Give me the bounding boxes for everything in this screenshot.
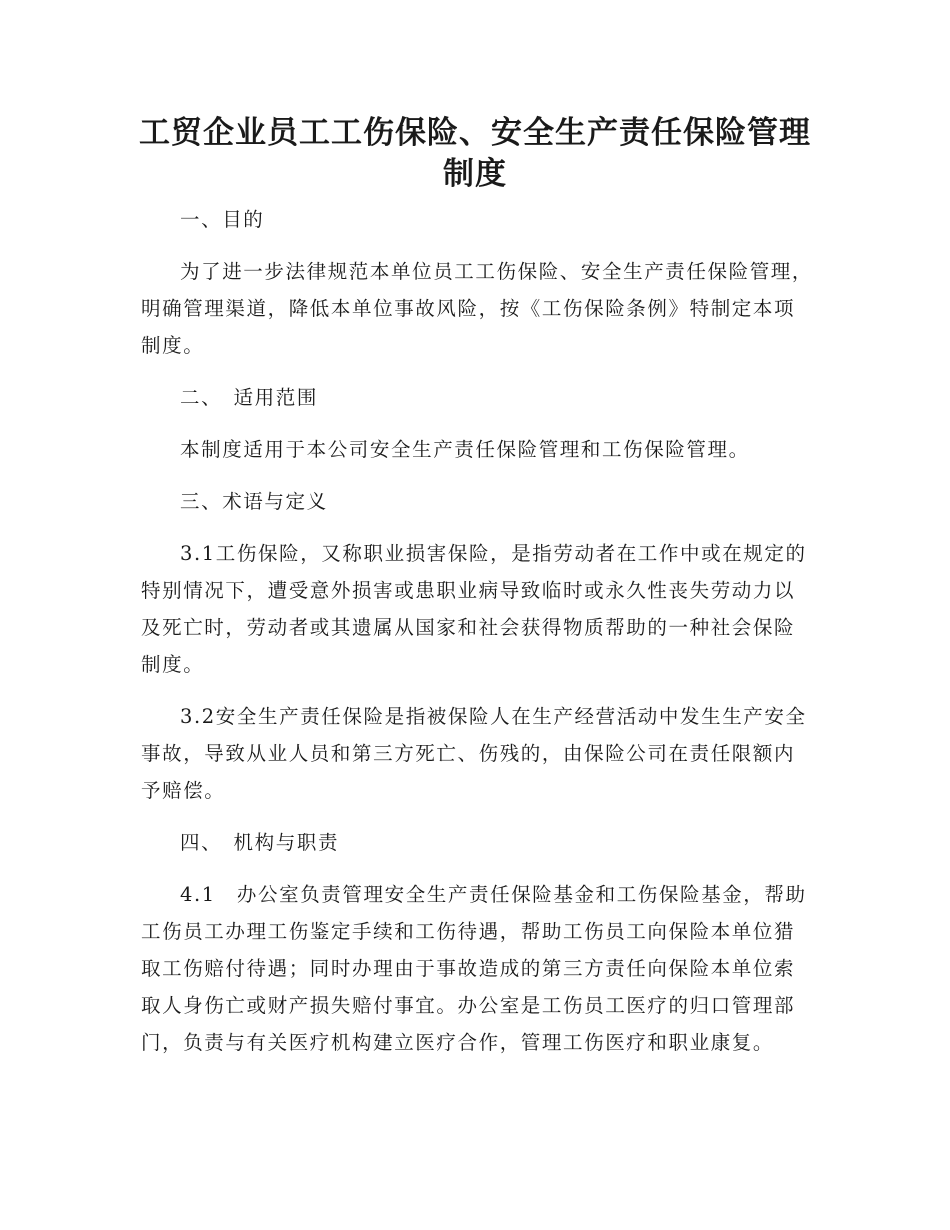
section-heading-terms: 三、术语与定义 (180, 490, 328, 513)
paragraph-scope: 本制度适用于本公司安全生产责任保险管理和工伤保险管理。 (180, 438, 750, 461)
document-body (141, 201, 816, 1061)
document-title-line-1: 工贸企业员工工伤保险、安全生产责任保险管理 (139, 115, 811, 151)
paragraph-purpose: 为了进一步法律规范本单位员工工伤保险、安全生产责任保险管理，明确管理渠道，降低本单位事故风险，按《工伤保险条例》特制定本项制度。 (141, 260, 814, 357)
paragraph-term-3-1: 3.1工伤保险，又称职业损害保险，是指劳动者在工作中或在规定的特别情况下，遭受意外损害或患职业病导致临时或永久性丧失劳动力以及死亡时，劳动者或其遗属从国家和社会获得物质帮助的一种社会保险制度。 (141, 542, 807, 676)
paragraph-term-3-2: 3.2安全生产责任保险是指被保险人在生产经营活动中发生生产安全事故，导致从业人员和第三方死亡、伤残的，由保险公司在责任限额内予赔偿。 (141, 705, 807, 802)
document-title-line-2: 制度 (443, 156, 507, 192)
section-heading-organization: 四、 机构与职责 (180, 831, 340, 854)
section-heading-purpose: 一、目的 (180, 208, 265, 231)
paragraph-duty-4-1: 4.1 办公室负责管理安全生产责任保险基金和工伤保险基金，帮助工伤员工办理工伤鉴定手续和工伤待遇，帮助工伤员工向保险本单位猎取工伤赔付待遇；同时办理由于事故造成的第三方责任向保险本单位索取人身伤亡或财产损失赔付事宜。办公室是工伤员工医疗的归口管理部门，负责与有关医疗机构建立医疗合作，管理工伤医疗和职业康复。 (141, 883, 807, 1054)
section-heading-scope: 二、 适用范围 (180, 386, 318, 409)
